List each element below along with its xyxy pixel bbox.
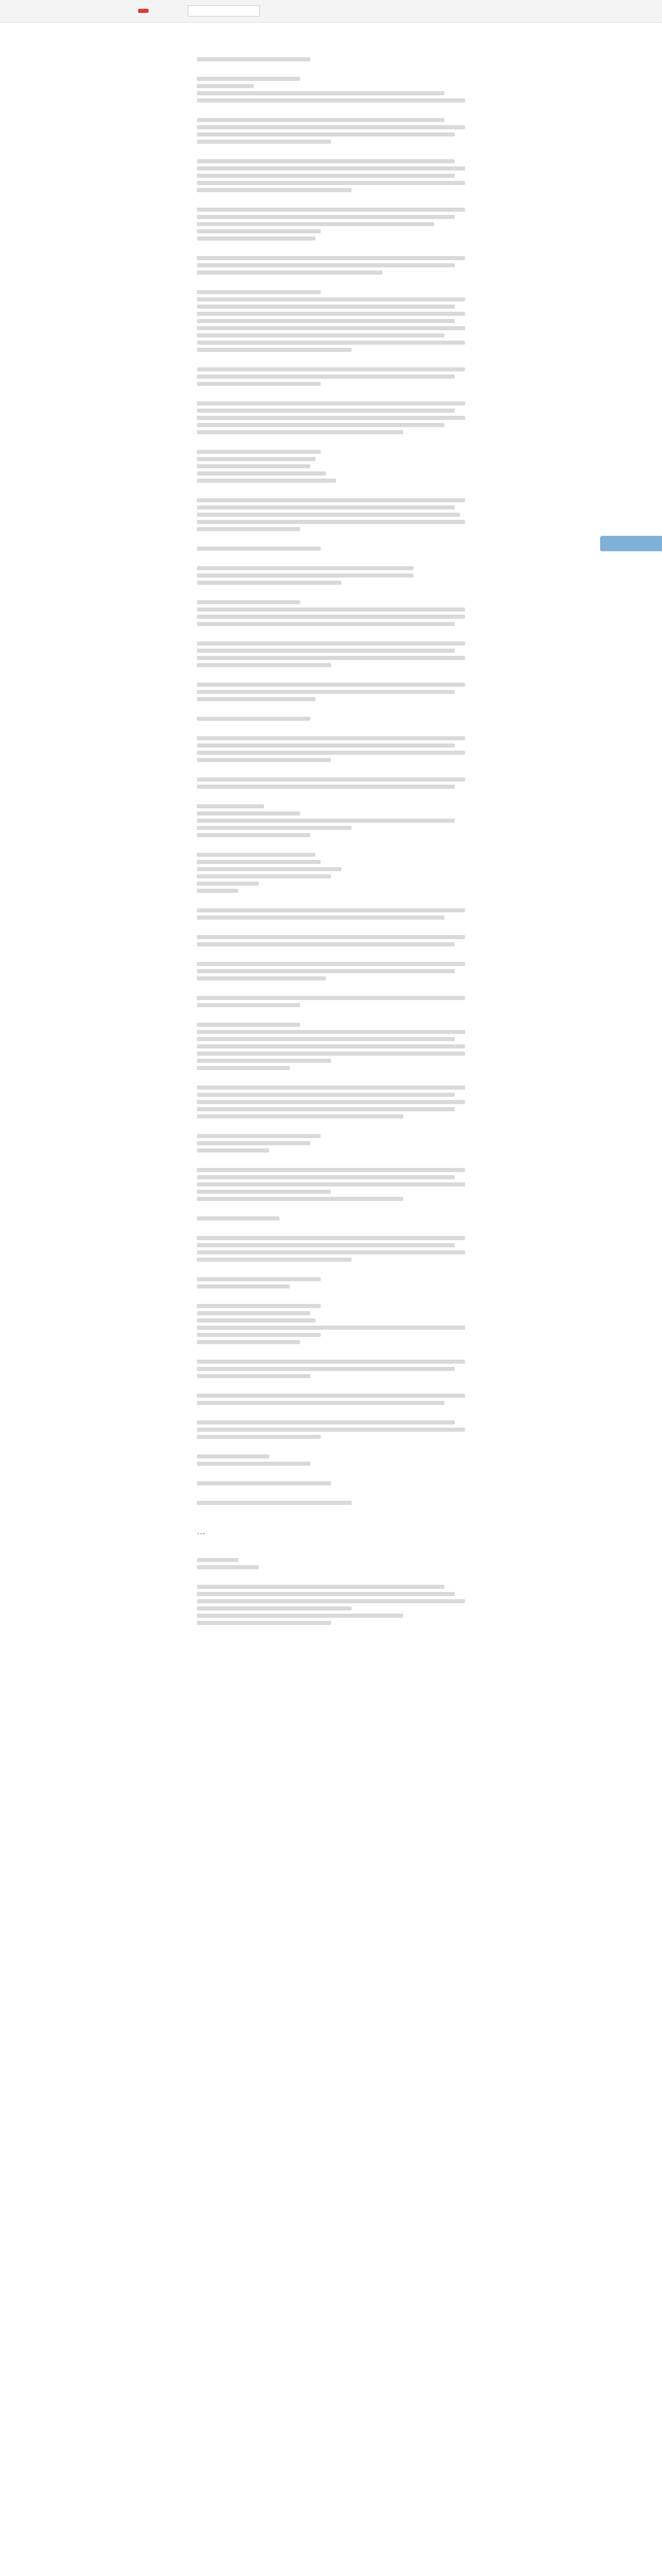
body-line xyxy=(197,1360,465,1364)
body-line xyxy=(197,1277,321,1281)
body-line xyxy=(197,1044,465,1048)
body-line xyxy=(197,1134,321,1138)
body-line xyxy=(197,882,259,886)
body-block-7 xyxy=(197,290,465,352)
body-line xyxy=(197,663,331,667)
body-line xyxy=(197,615,465,619)
body-block-31 xyxy=(197,1236,465,1262)
body-block-1 xyxy=(197,57,465,61)
body-block-37 xyxy=(197,1454,465,1466)
body-line xyxy=(197,804,264,808)
login-button[interactable] xyxy=(138,9,148,13)
body-line xyxy=(197,942,455,946)
body-block-12 xyxy=(197,547,465,551)
body-block-10 xyxy=(197,450,465,483)
body-line xyxy=(197,132,455,137)
body-block-34 xyxy=(197,1360,465,1378)
body-line xyxy=(197,471,326,476)
body-line xyxy=(197,1318,316,1323)
body-line xyxy=(197,498,465,502)
body-line xyxy=(197,811,300,816)
body-line xyxy=(197,819,455,823)
body-line xyxy=(197,581,341,585)
body-line xyxy=(197,1059,331,1063)
body-line xyxy=(197,341,465,345)
body-line xyxy=(197,889,238,893)
body-line xyxy=(197,312,465,316)
body-line xyxy=(197,573,413,578)
body-line xyxy=(197,1435,321,1439)
content xyxy=(138,23,524,1628)
body-line xyxy=(197,174,455,178)
body-line xyxy=(197,1592,455,1596)
body-line xyxy=(197,290,321,294)
body-block-20 xyxy=(197,804,465,837)
body-line xyxy=(197,464,310,468)
body-line xyxy=(197,853,316,857)
body-line xyxy=(197,1585,444,1589)
body-block-30 xyxy=(197,1216,465,1221)
body-block-39 xyxy=(197,1501,465,1505)
nav-link-3[interactable] xyxy=(176,9,183,13)
body-block-16 xyxy=(197,683,465,701)
body-line xyxy=(197,1481,331,1485)
body-line xyxy=(197,1003,300,1007)
body-line xyxy=(197,1326,465,1330)
body-block-15 xyxy=(197,641,465,667)
body-line xyxy=(197,1093,455,1097)
body-line xyxy=(197,457,316,461)
body-line xyxy=(197,215,455,219)
body-line xyxy=(197,527,300,531)
body-line xyxy=(197,1030,465,1034)
body-block-35 xyxy=(197,1394,465,1405)
body-line xyxy=(197,125,465,129)
body-block-13 xyxy=(197,566,465,585)
body-line xyxy=(197,479,336,483)
body-line xyxy=(197,401,465,405)
body-line xyxy=(197,867,341,871)
body-block-9 xyxy=(197,401,465,434)
body-block-41 xyxy=(197,1585,465,1625)
body-line xyxy=(197,996,465,1000)
nav-link-2[interactable] xyxy=(165,9,171,13)
body-line xyxy=(197,118,444,122)
body-line xyxy=(197,826,352,830)
body-block-6 xyxy=(197,256,465,275)
body-block-26 xyxy=(197,1023,465,1070)
body-line xyxy=(197,263,455,267)
body-line xyxy=(197,297,465,301)
body-line xyxy=(197,1066,290,1070)
body-line xyxy=(197,962,465,966)
body-line xyxy=(197,697,316,701)
body-line xyxy=(197,1052,465,1056)
body-block-33 xyxy=(197,1304,465,1344)
chapter-body xyxy=(197,57,465,1625)
body-line xyxy=(197,1114,403,1118)
body-line xyxy=(197,140,331,144)
body-block-18 xyxy=(197,736,465,762)
body-line xyxy=(197,382,321,386)
body-line xyxy=(197,1182,465,1187)
body-line xyxy=(197,1621,331,1625)
body-line xyxy=(197,656,465,660)
body-line xyxy=(197,1454,269,1459)
body-line xyxy=(197,98,465,103)
body-line xyxy=(197,751,465,755)
body-line xyxy=(197,976,326,980)
body-line xyxy=(197,649,455,653)
body-line xyxy=(197,1501,352,1505)
body-line xyxy=(197,1037,455,1041)
body-line xyxy=(197,513,460,517)
body-line xyxy=(197,1333,321,1337)
body-line xyxy=(197,1428,465,1432)
body-line xyxy=(197,375,455,379)
body-line xyxy=(197,326,465,330)
body-line xyxy=(197,1340,300,1344)
body-line xyxy=(197,1558,238,1562)
body-line xyxy=(197,304,455,309)
body-line xyxy=(197,505,455,510)
body-line xyxy=(197,758,331,762)
body-line xyxy=(197,1141,310,1145)
body-line xyxy=(197,423,444,427)
body-line xyxy=(197,1606,352,1611)
body-block-25 xyxy=(197,996,465,1007)
body-line xyxy=(197,622,455,626)
body-line xyxy=(197,1367,455,1371)
body-line xyxy=(197,743,455,748)
nav-link-1[interactable] xyxy=(154,9,160,13)
body-line xyxy=(197,1107,455,1111)
body-line xyxy=(197,874,331,878)
body-line xyxy=(197,430,403,434)
body-line xyxy=(197,935,465,939)
body-line xyxy=(197,717,310,721)
body-line xyxy=(197,416,465,420)
body-block-27 xyxy=(197,1086,465,1118)
body-line xyxy=(197,1243,455,1247)
body-line xyxy=(197,1462,310,1466)
body-line xyxy=(197,1394,465,1398)
body-line xyxy=(197,236,316,241)
body-line xyxy=(197,1258,352,1262)
body-line xyxy=(197,908,465,912)
body-line xyxy=(197,57,310,61)
body-block-4 xyxy=(197,159,465,192)
body-line xyxy=(197,1565,259,1569)
body-line xyxy=(197,1175,455,1179)
body-line xyxy=(197,1304,321,1308)
body-line xyxy=(197,1086,465,1090)
body-line xyxy=(197,785,455,789)
body-block-36 xyxy=(197,1420,465,1439)
section-divider: … xyxy=(197,1527,205,1536)
body-block-40 xyxy=(197,1558,465,1569)
chapter-pager xyxy=(138,37,524,45)
body-line xyxy=(197,1148,269,1153)
topbar-left xyxy=(138,5,260,16)
search-input[interactable] xyxy=(188,5,260,16)
body-line xyxy=(197,319,455,323)
body-line xyxy=(197,969,455,973)
body-line xyxy=(197,166,465,171)
body-line xyxy=(197,222,434,226)
body-block-11 xyxy=(197,498,465,531)
body-line xyxy=(197,547,321,551)
body-line xyxy=(197,159,455,163)
body-line xyxy=(197,208,465,212)
body-block-28 xyxy=(197,1134,465,1153)
body-line xyxy=(197,600,300,604)
body-line xyxy=(197,1284,290,1289)
body-line xyxy=(197,1216,279,1221)
body-block-2 xyxy=(197,77,465,103)
body-line xyxy=(197,683,465,687)
body-line xyxy=(197,348,352,352)
body-line xyxy=(197,77,300,81)
body-line xyxy=(197,520,465,524)
body-line xyxy=(197,777,465,782)
body-line xyxy=(197,367,465,371)
body-line xyxy=(197,1374,310,1378)
body-line xyxy=(197,409,455,413)
body-block-17 xyxy=(197,717,465,721)
body-block-23 xyxy=(197,935,465,946)
body-line xyxy=(197,1311,310,1315)
body-line xyxy=(197,1401,444,1405)
floating-side-tab[interactable] xyxy=(600,536,662,551)
body-block-24 xyxy=(197,962,465,980)
body-line xyxy=(197,1168,465,1172)
body-line xyxy=(197,1236,465,1240)
body-line xyxy=(197,641,465,646)
body-line xyxy=(197,181,465,185)
body-block-32 xyxy=(197,1277,465,1289)
body-line xyxy=(197,860,321,864)
body-line xyxy=(197,1100,465,1104)
body-line xyxy=(197,450,321,454)
body-line xyxy=(197,84,254,88)
body-line xyxy=(197,916,444,920)
body-line xyxy=(197,1023,300,1027)
body-line xyxy=(197,1190,331,1194)
body-block-21 xyxy=(197,853,465,893)
body-line xyxy=(197,566,413,570)
body-line xyxy=(197,333,444,337)
body-line xyxy=(197,736,465,740)
body-line xyxy=(197,833,310,837)
body-line xyxy=(197,229,321,233)
body-line xyxy=(197,1420,455,1425)
body-line xyxy=(197,188,352,192)
topbar xyxy=(0,0,662,23)
body-line xyxy=(197,256,465,260)
body-line xyxy=(197,1197,403,1201)
body-block-14 xyxy=(197,600,465,626)
body-block-5 xyxy=(197,208,465,241)
body-block-22 xyxy=(197,908,465,920)
body-line xyxy=(197,91,444,95)
body-line xyxy=(197,1250,465,1255)
body-block-19 xyxy=(197,777,465,789)
body-block-38 xyxy=(197,1481,465,1485)
body-block-3 xyxy=(197,118,465,144)
body-block-8 xyxy=(197,367,465,386)
body-line xyxy=(197,690,455,694)
body-line xyxy=(197,607,465,612)
body-line xyxy=(197,1614,403,1618)
body-block-29 xyxy=(197,1168,465,1201)
body-line xyxy=(197,270,383,275)
body-line xyxy=(197,1599,465,1603)
